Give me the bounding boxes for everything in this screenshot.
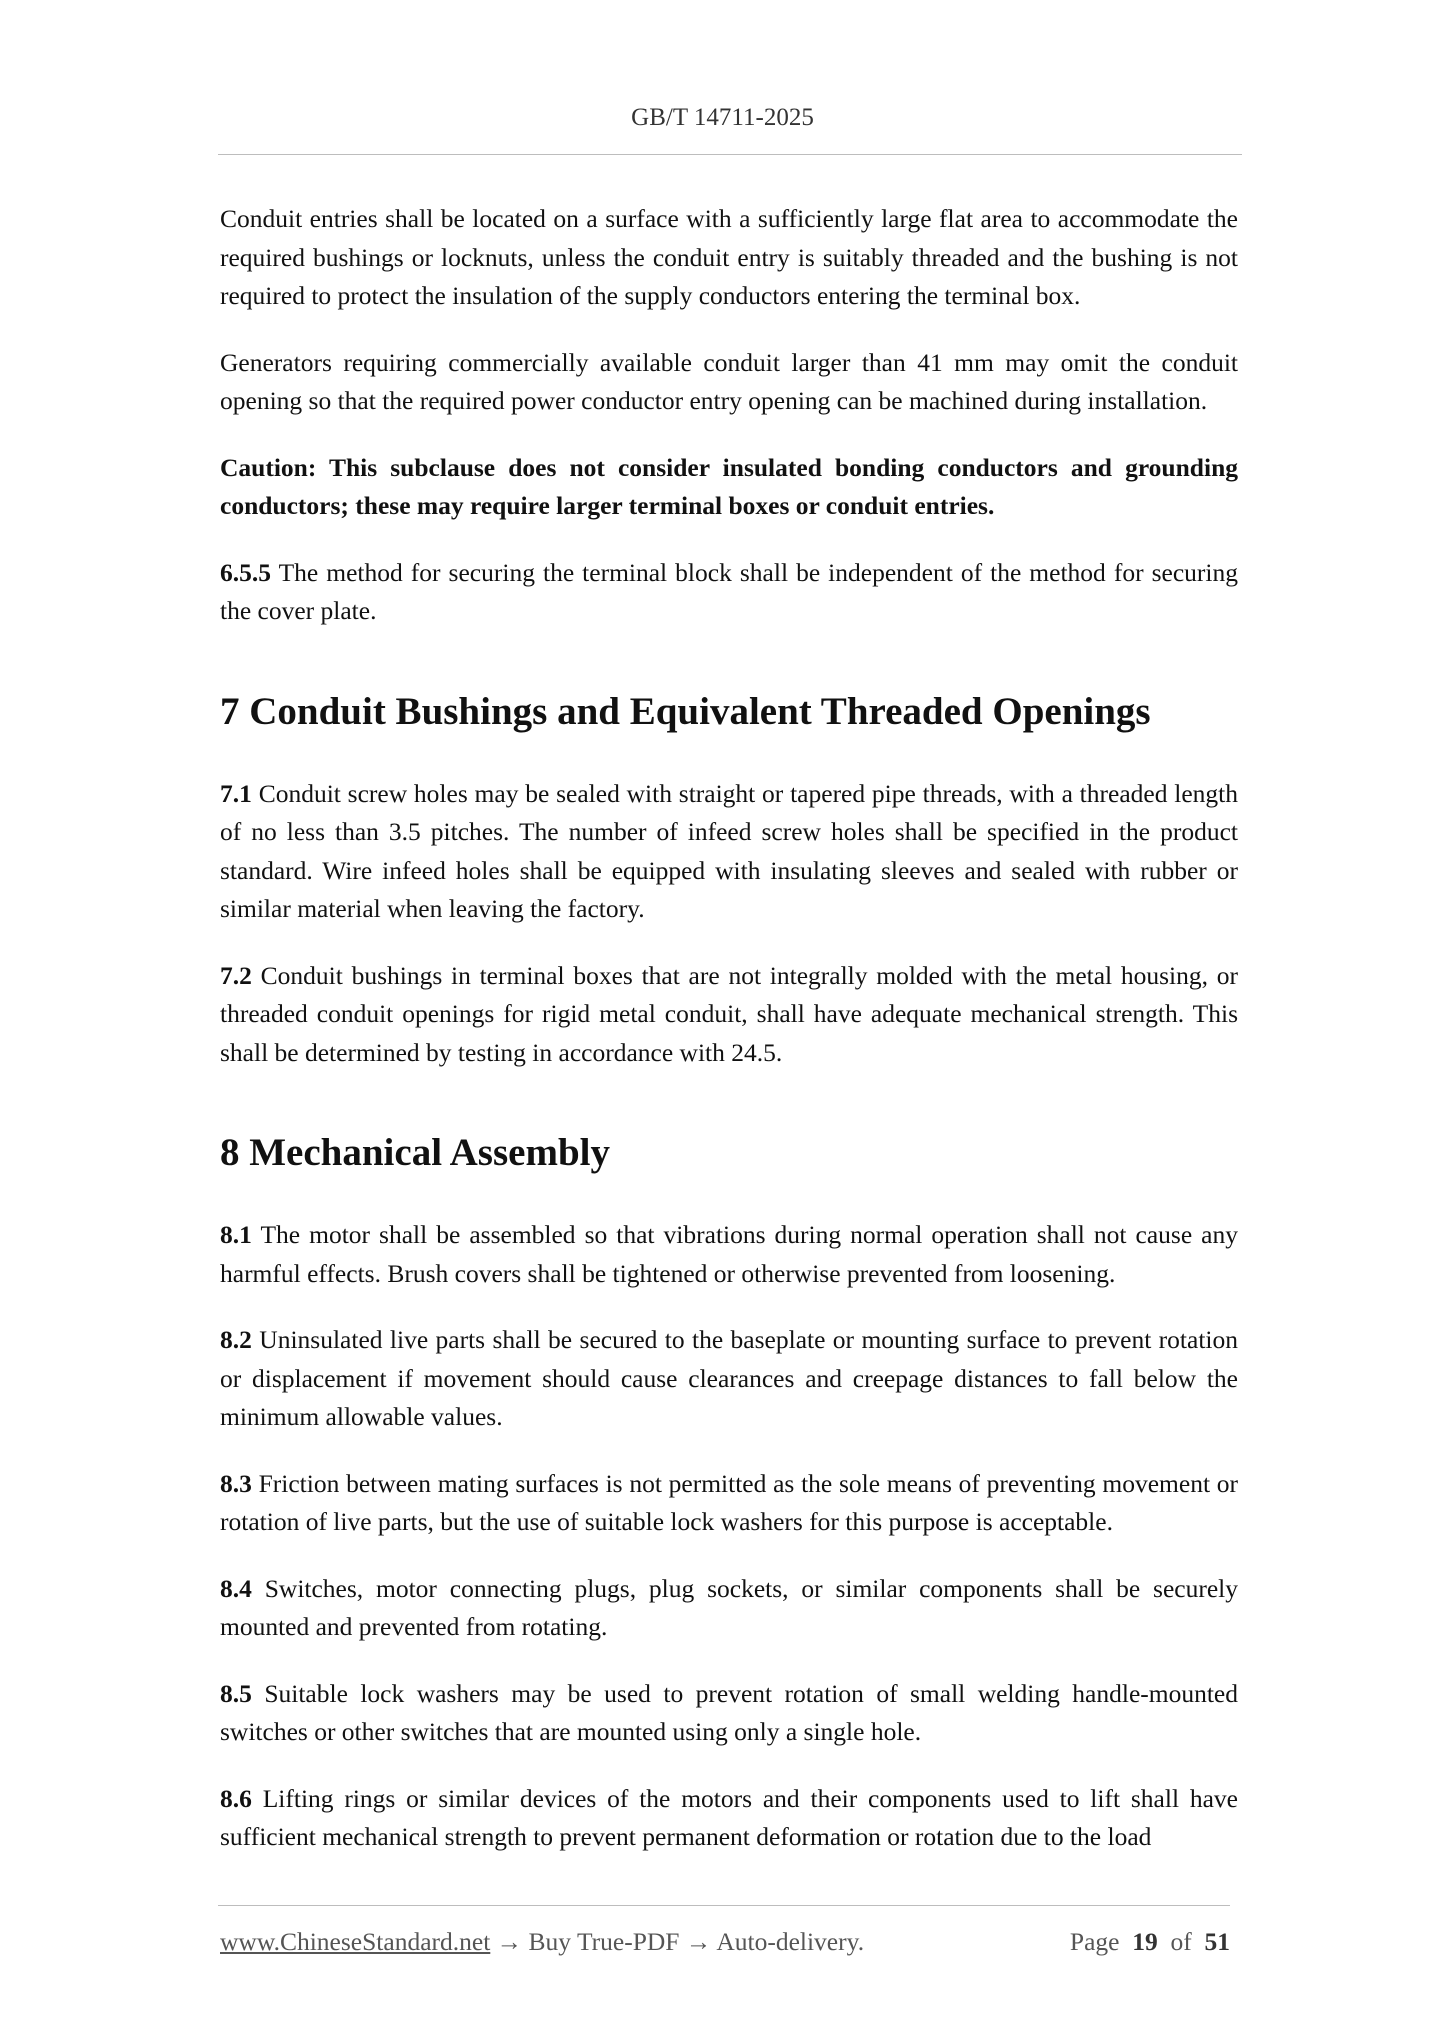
clause-text: Uninsulated live parts shall be secured to the baseplate or mounting surface to prevent rotation or displacement if movement should cause clearances and creepage distances to fall below the minimum allowable values. [220, 1325, 1238, 1431]
footer-promo [220, 1927, 864, 1957]
page-current: 19 [1132, 1927, 1158, 1956]
clause-8-6 [220, 1780, 1238, 1857]
clause-text: Conduit screw holes may be sealed with straight or tapered pipe threads, with a threaded length of no less than 3.5 pitches. The number of infeed screw holes shall be specified in the product standard. Wire infeed holes shall be equipped with insulating sleeves and sealed with rubber or similar material when leaving the factory. [220, 778, 1239, 923]
page-header: GB/T 14711-2025 [631, 104, 814, 131]
clause-number: 8.3 [220, 1468, 252, 1498]
clause-7-1 [220, 775, 1238, 929]
clause-8-1 [220, 1216, 1238, 1293]
clause-text: Switches, motor connecting plugs, plug sockets, or similar components shall be securely mounted and prevented from rotating. [220, 1573, 1239, 1641]
clause-text: Friction between mating surfaces is not permitted as the sole means of preventing movement or rotation of live parts, but the use of suitable lock washers for this purpose is acceptable. [220, 1468, 1239, 1536]
clause-number: 7.1 [220, 778, 252, 808]
clause-number: 8.1 [220, 1220, 252, 1249]
clause-number: 8.5 [220, 1678, 252, 1708]
page-indicator [1070, 1927, 1230, 1957]
clause-number: 7.2 [220, 960, 252, 990]
page-total: 51 [1204, 1927, 1230, 1956]
section-heading-7: 7 Conduit Bushings and Equivalent Threaded Openings [220, 689, 1151, 733]
clause-8-4 [220, 1570, 1238, 1647]
clause-7-2 [220, 957, 1238, 1073]
clause-number: 8.4 [220, 1573, 252, 1603]
clause-text: The method for securing the terminal block shall be independent of the method for securing the cover plate. [220, 557, 1238, 625]
chinese-standard-link[interactable]: www.ChineseStandard.net [220, 1927, 491, 1956]
clause-number: 8.2 [220, 1325, 252, 1354]
clause-number: 6.5.5 [220, 557, 271, 587]
paragraph-generators: Generators requiring commercially available conduit larger than 41 mm may omit the conduit opening so that the required power conductor entry opening can be machined during installation. [220, 347, 1238, 415]
clause-text: Suitable lock washers may be used to prevent rotation of small welding handle-mounted switches or other switches that are mounted using only a single hole. [220, 1678, 1239, 1746]
section-heading-8: 8 Mechanical Assembly [220, 1131, 610, 1174]
clause-6-5-5 [220, 554, 1238, 631]
clause-text: The motor shall be assembled so that vibrations during normal operation shall not cause any harmful effects. Brush covers shall be tightened or otherwise prevented from loosening. [220, 1220, 1239, 1288]
footer-promo-text: → Buy True-PDF → Auto-delivery. [496, 1927, 865, 1956]
clause-8-3 [220, 1465, 1238, 1542]
footer-divider [218, 1905, 1230, 1906]
clause-number: 8.6 [220, 1783, 252, 1813]
clause-8-5 [220, 1675, 1238, 1752]
clause-text: Lifting rings or similar devices of the motors and their components used to lift shall have sufficient mechanical strength to prevent permanent deformation or rotation due to the load [220, 1783, 1238, 1851]
page-of-label: of [1170, 1927, 1192, 1956]
clause-8-2 [220, 1321, 1238, 1437]
paragraph-conduit-entries: Conduit entries shall be located on a surface with a sufficiently large flat area to accommodate the required bushings or locknuts, unless the conduit entry is suitably threaded and the bushing is not required to protect the insulation of the supply conductors entering the terminal box. [220, 204, 1238, 310]
page-label: Page [1069, 1927, 1120, 1956]
clause-text: Conduit bushings in terminal boxes that are not integrally molded with the metal housing, or threaded conduit openings for rigid metal conduit, shall have adequate mechanical strength. This shall be determined by testing in accordance with 24.5. [220, 960, 1239, 1067]
caution-note: Caution: This subclause does not consider insulated bonding conductors and grounding conductors; these may require larger terminal boxes or conduit entries. [220, 452, 1238, 520]
header-divider [218, 154, 1242, 155]
document-body [220, 200, 1238, 1885]
